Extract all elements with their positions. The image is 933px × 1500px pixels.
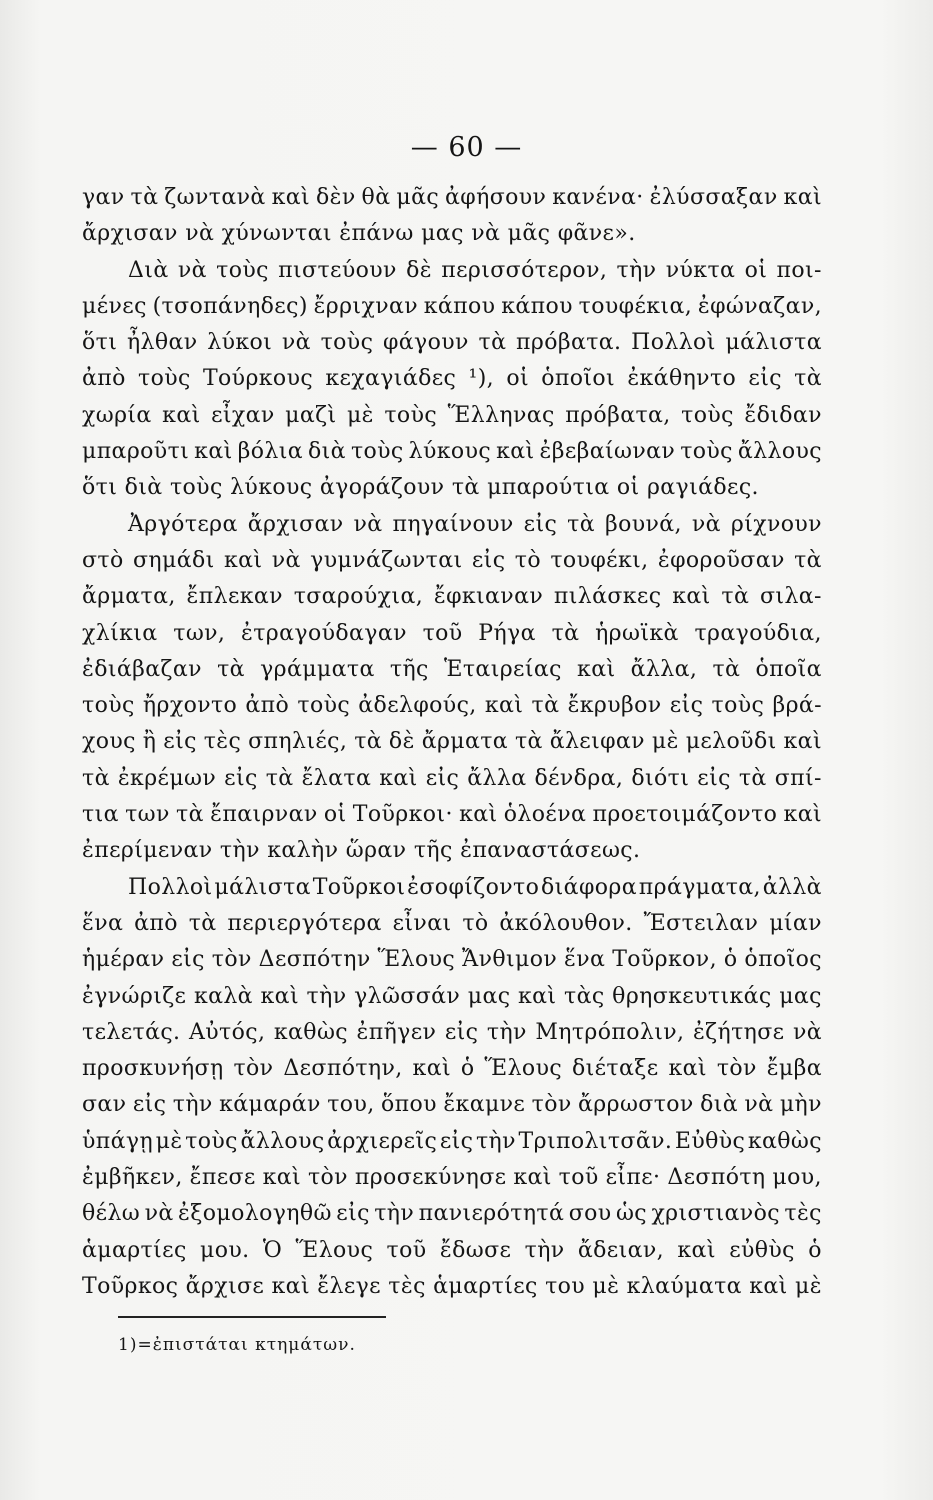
body-text: [82, 180, 822, 1305]
text-line: ὑπάγῃ μὲ τοὺς ἄλλους ἀρχιερεῖς εἰς τὴν Τριπολιτσᾶν. Εὐθὺς καθὼς: [82, 1128, 822, 1154]
text-line: ὅτι διὰ τοὺς λύκους ἀγοράζουν τὰ μπαρούτια οἱ ραγιάδες.: [82, 475, 759, 501]
text-line: ἄρματα, ἔπλεκαν τσαρούχια, ἔφκιαναν πιλάσκες καὶ τὰ σιλα-: [82, 584, 822, 610]
footnote-divider: [118, 1316, 386, 1318]
text-line: ἐγνώριζε καλὰ καὶ τὴν γλῶσσάν μας καὶ τὰς θρησκευτικάς μας: [82, 983, 822, 1009]
text-line: γαν τὰ ζωντανὰ καὶ δὲν θὰ μᾶς ἀφήσουν κανένα· ἐλύσσαξαν καὶ: [82, 185, 822, 210]
text-line: ἕνα ἀπὸ τὰ περιεργότερα εἶναι τὸ ἀκόλουθον. Ἔστειλαν μίαν: [82, 910, 822, 936]
text-line: ἄρχισαν νὰ χύνωνται ἐπάνω μας νὰ μᾶς φᾶνε».: [82, 221, 636, 247]
text-line: ἀπὸ τοὺς Τούρκους κεχαγιάδες ¹), οἱ ὁποῖοι ἐκάθηντο εἰς τὰ: [82, 366, 822, 392]
text-line: ἁμαρτίες μου. Ὁ Ἕλους τοῦ ἔδωσε τὴν ἄδειαν, καὶ εὐθὺς ὁ: [82, 1237, 822, 1263]
text-line: μπαροῦτι καὶ βόλια διὰ τοὺς λύκους καὶ ἐβεβαίωναν τοὺς ἄλλους: [82, 439, 822, 465]
text-line: ἡμέραν εἰς τὸν Δεσπότην Ἕλους Ἄνθιμον ἕνα Τοῦρκον, ὁ ὁποῖος: [82, 947, 822, 973]
text-line: χους ἢ εἰς τὲς σπηλιές, τὰ δὲ ἄρματα τὰ ἄλειφαν μὲ μελοῦδι καὶ: [82, 729, 822, 755]
text-line: τελετάς. Αὐτός, καθὼς ἐπῆγεν εἰς τὴν Μητρόπολιν, ἐζήτησε νὰ: [82, 1019, 822, 1045]
text-line: θέλω νὰ ἐξομολογηθῶ εἰς τὴν πανιερότητά σου ὡς χριστιανὸς τὲς: [82, 1201, 822, 1227]
text-line: Τοῦρκος ἄρχισε καὶ ἔλεγε τὲς ἁμαρτίες του μὲ κλαύματα καὶ μὲ: [82, 1273, 822, 1299]
text-line: στὸ σημάδι καὶ νὰ γυμνάζωνται εἰς τὸ τουφέκι, ἐφοροῦσαν τὰ: [82, 547, 822, 573]
text-line: Ἀργότερα ἄρχισαν νὰ πηγαίνουν εἰς τὰ βουνά, νὰ ρίχνουν: [128, 511, 822, 537]
text-line: ὅτι ἦλθαν λύκοι νὰ τοὺς φάγουν τὰ πρόβατα. Πολλοὶ μάλιστα: [82, 330, 822, 356]
text-line: Πολλοὶ μάλιστα Τοῦρκοι ἐσοφίζοντο διάφορα πράγματα, ἀλλὰ: [128, 874, 822, 900]
page-number: — 60 —: [410, 132, 523, 163]
footnote: 1)=ἐπιστάται κτημάτων.: [118, 1335, 356, 1355]
text-line: μένες (τσοπάνηδες) ἔρριχναν κάπου κάπου τουφέκια, ἐφώναζαν,: [82, 293, 822, 319]
text-line: προσκυνήσῃ τὸν Δεσπότην, καὶ ὁ Ἕλους διέταξε καὶ τὸν ἔμβα: [82, 1056, 822, 1082]
text-line: τοὺς ἤρχοντο ἀπὸ τοὺς ἀδελφούς, καὶ τὰ ἔκρυβον εἰς τοὺς βρά-: [82, 693, 822, 719]
text-line: ἐπερίμεναν τὴν καλὴν ὥραν τῆς ἐπαναστάσεως.: [82, 838, 641, 864]
text-line: Διὰ νὰ τοὺς πιστεύουν δὲ περισσότερον, τὴν νύκτα οἱ ποι-: [128, 257, 822, 283]
text-line: χλίκια των, ἐτραγούδαγαν τοῦ Ρήγα τὰ ἡρωϊκὰ τραγούδια,: [82, 620, 822, 646]
text-line: ἐμβῆκεν, ἔπεσε καὶ τὸν προσεκύνησε καὶ τοῦ εἶπε· Δεσπότη μου,: [82, 1165, 822, 1191]
text-line: ἐδιάβαζαν τὰ γράμματα τῆς Ἑταιρείας καὶ ἄλλα, τὰ ὁποῖα: [82, 656, 822, 682]
text-line: τὰ ἐκρέμων εἰς τὰ ἔλατα καὶ εἰς ἄλλα δένδρα, διότι εἰς τὰ σπί-: [82, 765, 822, 791]
text-line: χωρία καὶ εἶχαν μαζὶ μὲ τοὺς Ἕλληνας πρόβατα, τοὺς ἔδιδαν: [82, 402, 822, 428]
text-line: τια των τὰ ἔπαιρναν οἱ Τοῦρκοι· καὶ ὁλοένα προετοιμάζοντο καὶ: [82, 802, 822, 828]
text-line: σαν εἰς τὴν κάμαράν του, ὅπου ἔκαμνε τὸν ἄρρωστον διὰ νὰ μὴν: [82, 1092, 822, 1118]
